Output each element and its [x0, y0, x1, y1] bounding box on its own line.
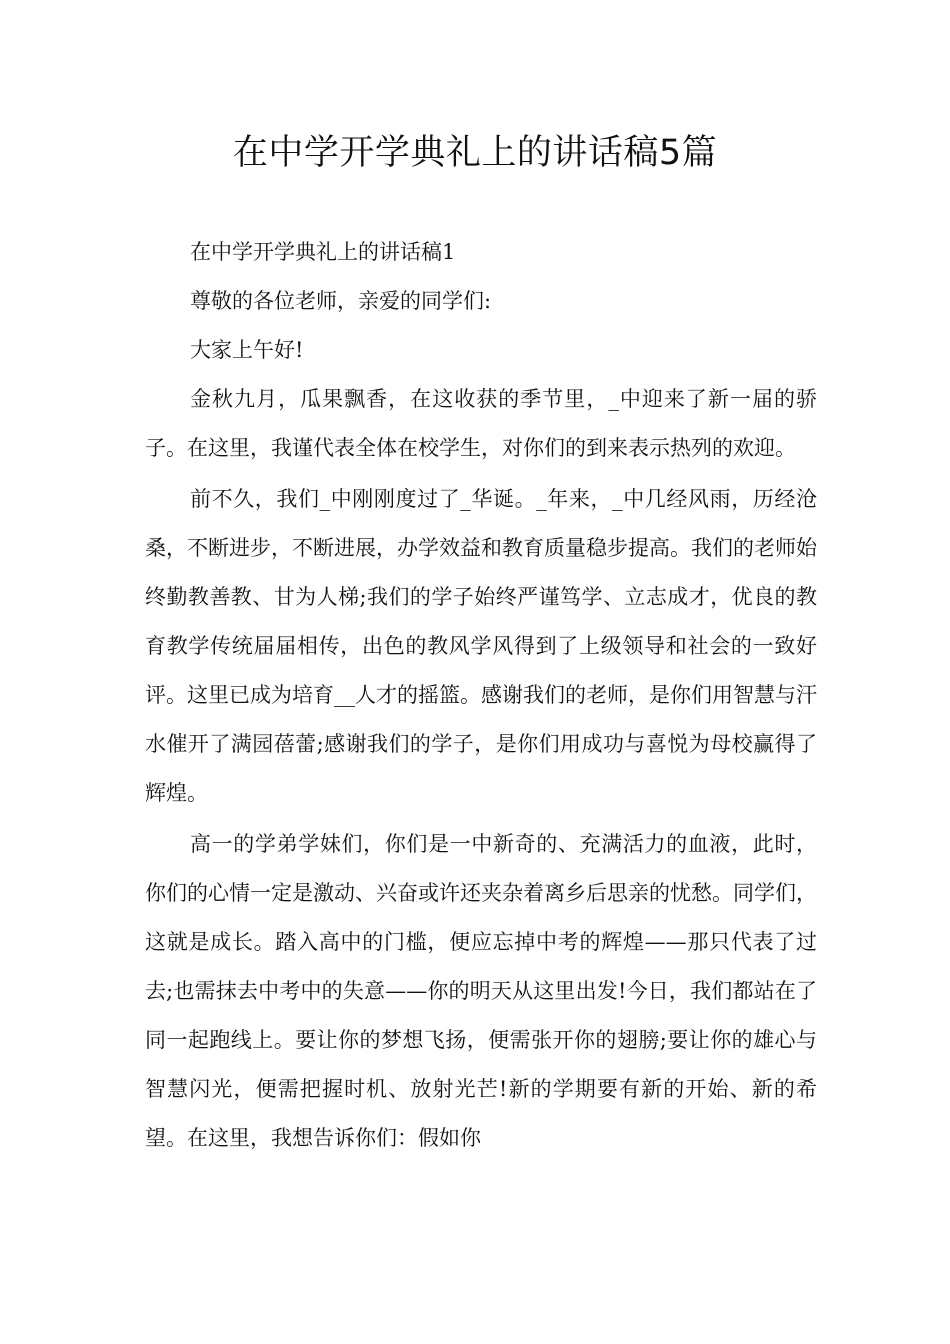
paragraph: 高一的学弟学妹们，你们是一中新奇的、充满活力的血液，此时，你们的心情一定是激动、兴奋或许还夹杂着离乡后思亲的忧愁。同学们，这就是成长。踏入高中的门槛，便应忘掉中考的辉煌——那只代表了过去;也需抹去中考中的失意——你的明天从这里出发!今日，我们都站在了同一起跑线上。要让你的梦想飞扬，便需张开你的翅膀;要让你的雄心与智慧闪光，便需把握时机、放射光芒!新的学期要有新的开始、新的希望。在这里，我想告诉你们：假如你: [145, 832, 817, 1150]
paragraph: 金秋九月，瓜果飘香，在这收获的季节里，_中迎来了新一届的骄子。在这里，我谨代表全体在校学生，对你们的到来表示热列的欢迎。: [145, 387, 817, 460]
document-title: 在中学开学典礼上的讲话稿5篇: [232, 133, 718, 173]
document-body: [145, 228, 817, 1163]
salutation: 尊敬的各位老师，亲爱的同学们:: [190, 289, 492, 313]
greeting: 大家上午好!: [190, 338, 304, 362]
paragraph: 前不久，我们_中刚刚度过了_华诞。_年来，_中几经风雨，历经沧桑，不断进步，不断进展，办学效益和教育质量稳步提高。我们的老师始终勤教善教、甘为人梯;我们的学子始终严谨笃学、立志成才，优良的教育教学传统届届相传，出色的教风学风得到了上级领导和社会的一致好评。这里已成为培育__人才的摇篮。感谢我们的老师，是你们用智慧与汗水催开了满园蓓蕾;感谢我们的学子，是你们用成功与喜悦为母校赢得了辉煌。: [145, 487, 817, 805]
section-heading: 在中学开学典礼上的讲话稿1: [190, 240, 456, 264]
